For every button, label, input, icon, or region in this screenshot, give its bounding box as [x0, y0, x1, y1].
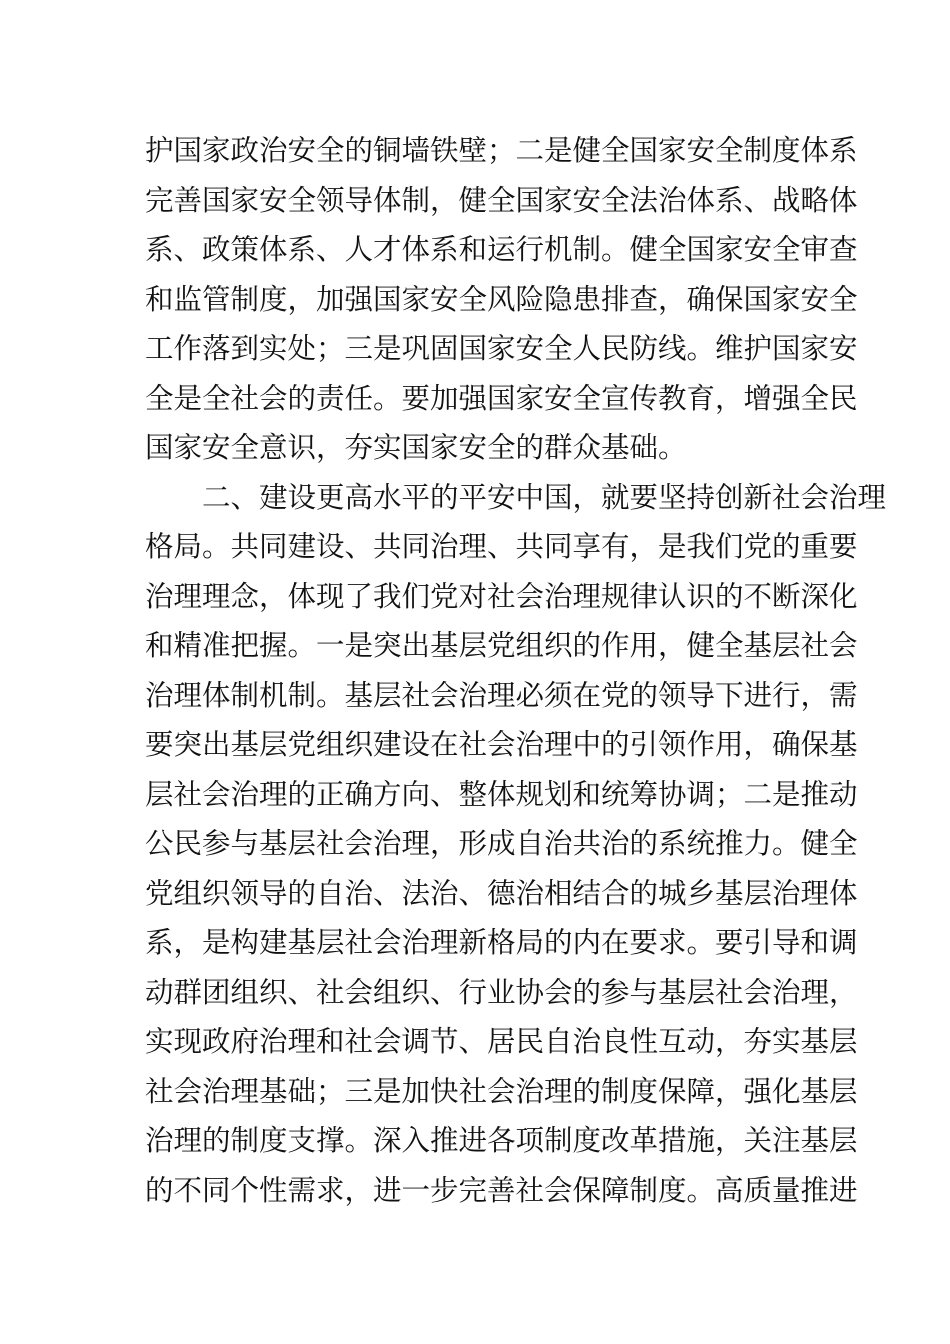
- text-line: 和精准把握。一是突出基层党组织的作用，健全基层社会: [145, 629, 858, 662]
- text-line: 层社会治理的正确方向、整体规划和统筹协调；二是推动: [145, 777, 858, 811]
- text-line: 治理体制机制。基层社会治理必须在党的领导下进行，需: [145, 678, 858, 712]
- text-line: 和监管制度，加强国家安全风险隐患排查，确保国家安全: [145, 282, 858, 316]
- text-line: 全是全社会的责任。要加强国家安全宣传教育，增强全民: [145, 381, 858, 415]
- paragraph-start-line: 二、建设更高水平的平安中国，就要坚持创新社会治理: [145, 480, 887, 514]
- text-line: 动群团组织、社会组织、行业协会的参与基层社会治理，: [145, 975, 858, 1009]
- text-line: 的不同个性需求，进一步完善社会保障制度。高质量推进: [145, 1173, 858, 1207]
- text-line: 党组织领导的自治、法治、德治相结合的城乡基层治理体: [145, 876, 858, 910]
- text-line: 护国家政治安全的铜墙铁壁；二是健全国家安全制度体系: [145, 134, 858, 167]
- text-line: 要突出基层党组织建设在社会治理中的引领作用，确保基: [145, 728, 858, 761]
- text-line: 格局。共同建设、共同治理、共同享有，是我们党的重要: [145, 530, 858, 563]
- text-line: 完善国家安全领导体制，健全国家安全法治体系、战略体: [145, 183, 858, 217]
- text-line: 系、政策体系、人才体系和运行机制。健全国家安全审查: [145, 233, 858, 266]
- text-line: 治理理念，体现了我们党对社会治理规律认识的不断深化: [145, 579, 858, 613]
- text-line: 实现政府治理和社会调节、居民自治良性互动，夯实基层: [145, 1025, 858, 1058]
- text-line: 治理的制度支撑。深入推进各项制度改革措施，关注基层: [145, 1124, 858, 1157]
- text-line: 系，是构建基层社会治理新格局的内在要求。要引导和调: [145, 926, 858, 959]
- text-line: 国家安全意识，夯实国家安全的群众基础。: [145, 431, 687, 464]
- text-line: 工作落到实处；三是巩固国家安全人民防线。维护国家安: [145, 332, 858, 365]
- text-line: 公民参与基层社会治理，形成自治共治的系统推力。健全: [145, 827, 858, 860]
- text-line: 社会治理基础；三是加快社会治理的制度保障，强化基层: [145, 1074, 858, 1108]
